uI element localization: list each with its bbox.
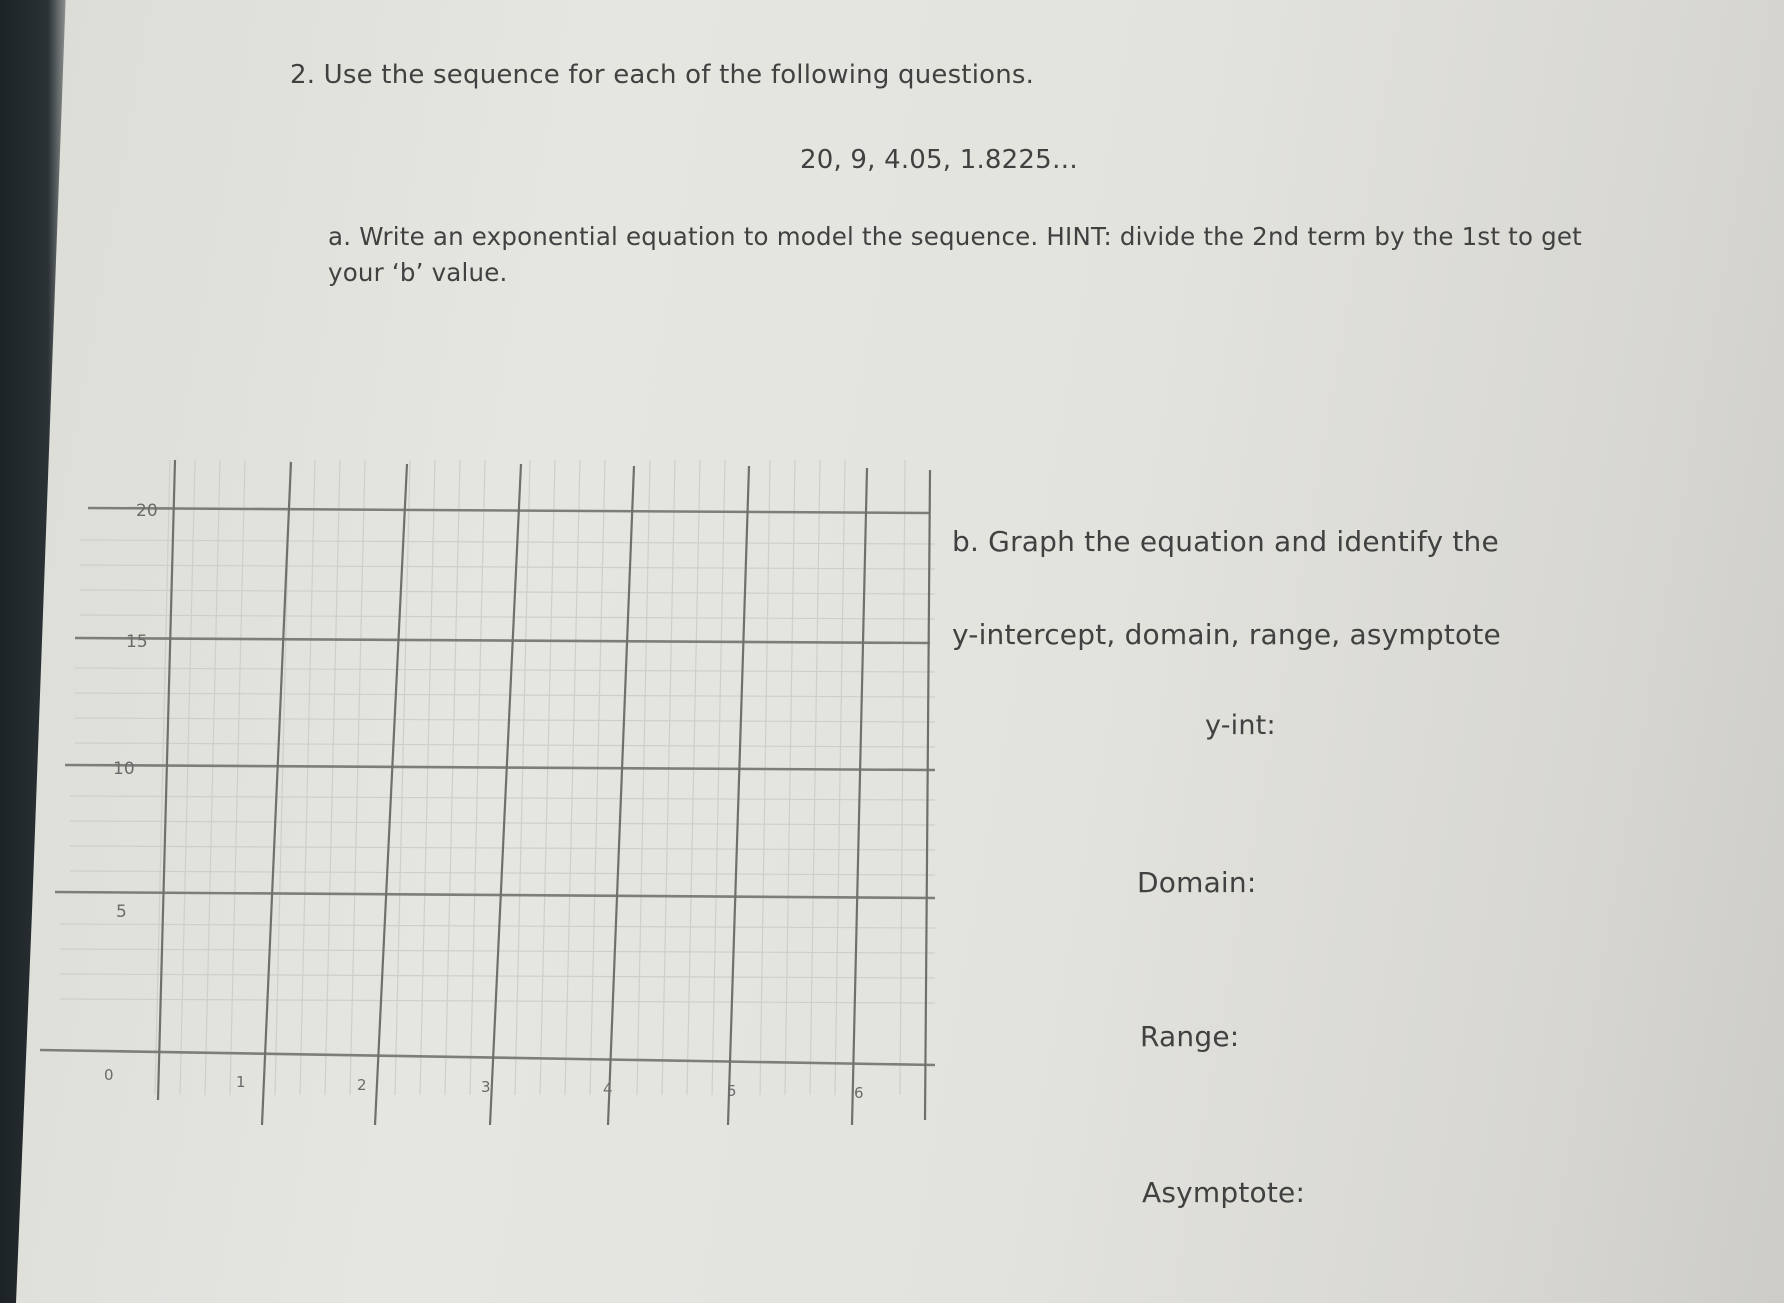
x-tick-5: 5 [727,1082,737,1100]
part-b-prompt-line-2: y-intercept, domain, range, asymptote [952,618,1501,651]
part-a-prompt-line-1: a. Write an exponential equation to model the sequence. HINT: divide the 2nd term by the 1st to get [328,222,1582,251]
part-a-prompt-line-2: your ‘b’ value. [328,258,508,287]
x-tick-1: 1 [236,1073,246,1091]
sequence-values: 20, 9, 4.05, 1.8225… [800,145,1079,175]
coordinate-grid[interactable] [0,440,950,1140]
asymptote-label: Asymptote: [1142,1176,1306,1209]
y-axis-labels [113,501,158,922]
x-tick-6: 6 [854,1084,864,1102]
y-tick-15: 15 [126,632,148,652]
minor-grid-lines [60,460,935,1095]
y-intercept-label: y-int: [1205,710,1276,741]
range-label: Range: [1140,1020,1240,1053]
domain-label: Domain: [1137,866,1257,899]
x-tick-2: 2 [357,1076,367,1094]
x-tick-0: 0 [104,1066,114,1084]
x-tick-3: 3 [481,1078,491,1096]
y-tick-5: 5 [116,902,127,922]
question-title: 2. Use the sequence for each of the following questions. [290,60,1035,90]
y-tick-10: 10 [113,759,135,779]
part-b-prompt-line-1: b. Graph the equation and identify the [952,525,1499,558]
x-tick-4: 4 [603,1080,613,1098]
y-tick-20: 20 [136,501,158,521]
x-axis-labels [104,1066,864,1102]
